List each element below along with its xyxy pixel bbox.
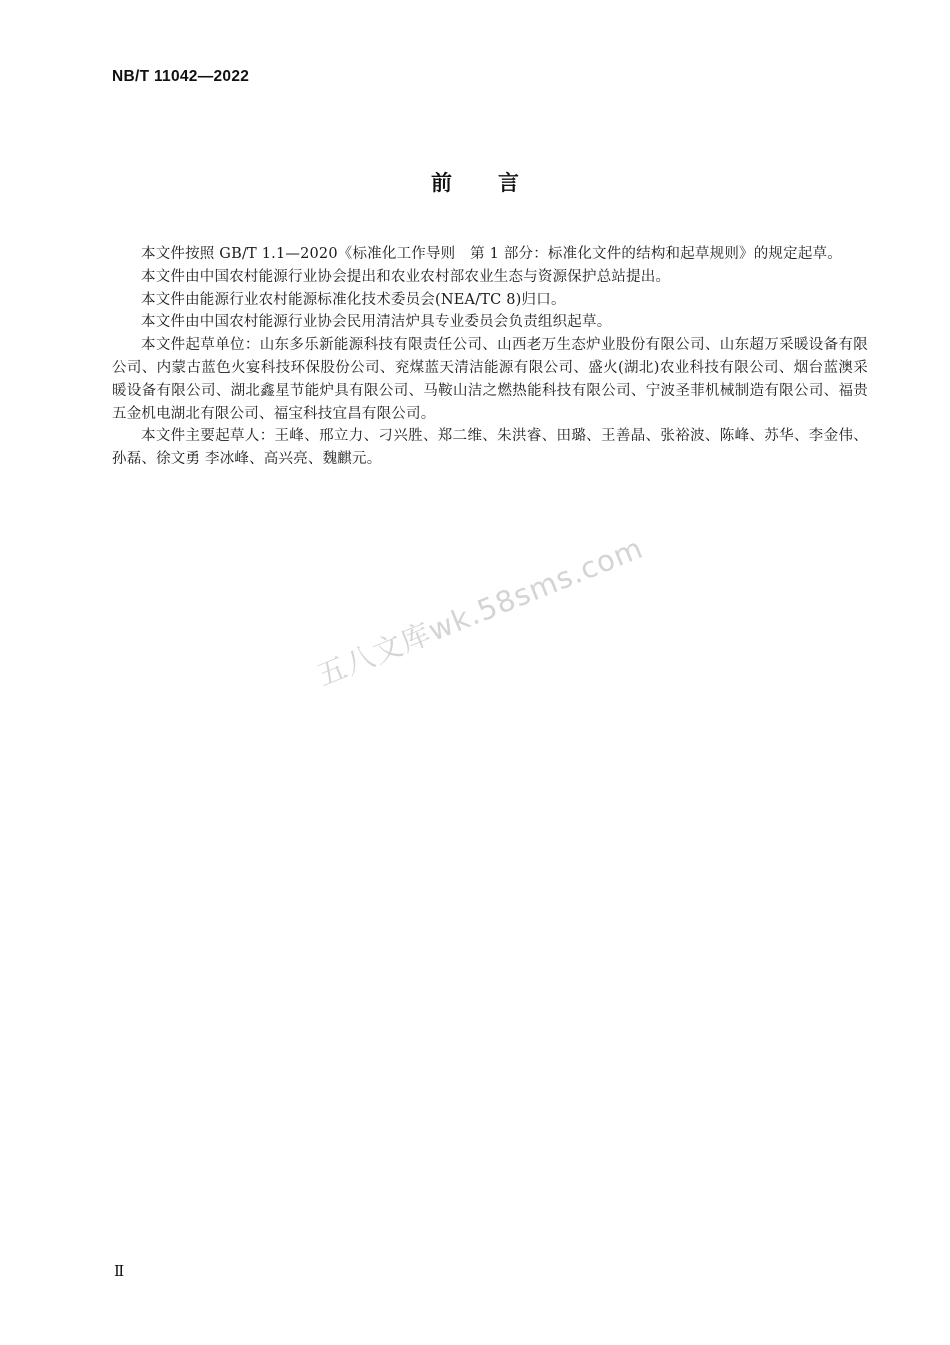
- document-code: NB/T 11042—2022: [112, 68, 250, 85]
- paragraph-drafting-rules: 本文件按照 GB/T 1.1—2020《标准化工作导则 第 1 部分：标准化文件的结构和起草规则》的规定起草。: [141, 246, 842, 262]
- page-title: 前言: [431, 171, 565, 195]
- paragraph-organizer: 本文件由中国农村能源行业协会民用清洁炉具专业委员会负责组织起草。: [141, 314, 612, 331]
- paragraph-drafting-units: 本文件起草单位：山东多乐新能源科技有限责任公司、山西老万生态炉业股份有限公司、山东超万采暖设备有限公司、内蒙古蓝色火宴科技环保股份公司、兖煤蓝天清洁能源有限公司、盛火(湖北)农业科技有限公司、烟台蓝澳采暖设备有限公司、湖北鑫星节能炉具有限公司、马鞍山洁之燃热能科技有限公司、宁波圣菲机械制造有限公司、福贵五金机电湖北有限公司、福宝科技宜昌有限公司。: [112, 337, 868, 422]
- paragraph-drafters: 本文件主要起草人：王峰、邢立力、刁兴胜、郑二维、朱洪睿、田璐、王善晶、张裕波、陈峰、苏华、李金伟、孙磊、徐文勇 李冰峰、高兴亮、魏麒元。: [112, 428, 868, 468]
- watermark: 五八文库wk.58sms.com: [312, 530, 648, 693]
- paragraph-committee: 本文件由能源行业农村能源标准化技术委员会(NEA/TC 8)归口。: [141, 291, 566, 308]
- page-number: Ⅱ: [114, 1262, 125, 1280]
- paragraph-proposer: 本文件由中国农村能源行业协会提出和农业农村部农业生态与资源保护总站提出。: [141, 268, 671, 285]
- foreword-body: [112, 243, 868, 471]
